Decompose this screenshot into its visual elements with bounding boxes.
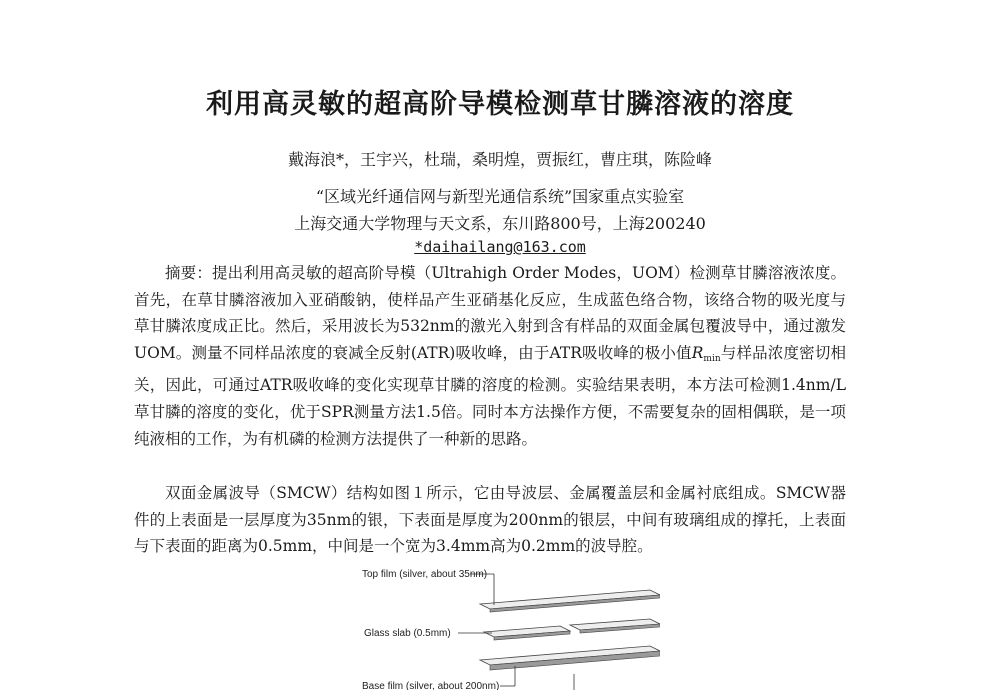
author-email[interactable]: *daihailang@163.com	[414, 238, 586, 256]
label-glass-slab: Glass slab (0.5mm)	[364, 628, 451, 639]
author-list: 戴海浪*，王宇兴，杜瑞，桑明煌，贾振红，曹庄琪，陈险峰	[287, 150, 712, 169]
affiliation-lab: “区域光纤通信网与新型光通信系统”国家重点实验室	[315, 187, 685, 206]
paper-title: 利用高灵敏的超高阶导模检测草甘膦溶液的溶度	[206, 89, 794, 120]
affiliation-address: 上海交通大学物理与天文系，东川路800号，上海200240	[294, 214, 706, 233]
label-base-film: Base film (silver, about 200nm)	[362, 681, 500, 690]
label-top-film: Top film (silver, about 35nm)	[362, 569, 488, 580]
intro-paragraph: 双面金属波导（SMCW）结构如图１所示，它由导波层、金属覆盖层和金属衬底组成。SMCW器件的上表面是一层厚度为35nm的银，下表面是厚度为200nm的银层，中间有玻璃组成的撑托，上表面与下表面的距离为0.5mm，中间是一个宽为3.4mm高为0.2mm的波导腔。	[134, 484, 846, 556]
rmin-symbol: R	[691, 343, 704, 362]
abstract-paragraph	[134, 260, 846, 452]
abstract-text-part2: 与样品浓度密切相关，因此，可通过ATR吸收峰的变化实现草甘膦的溶度的检测。实验结果表明，本方法可检测1.4nm/L草甘膦的溶度的变化，优于SPR测量方法1.5倍。同时本方法操作方便，不需要复杂的固相偶联，是一项纯液相的工作，为有机磷的检测方法提供了一种新的思路。	[134, 343, 846, 448]
waveguide-figure	[360, 560, 660, 690]
abstract-text-part1: 摘要：提出利用高灵敏的超高阶导模（Ultrahigh Order Modes，UOM）检测草甘膦溶液浓度。首先，在草甘膦溶液加入亚硝酸钠，使样品产生亚硝基化反应，生成蓝色络合物，该络合物的吸光度与草甘膦浓度成正比。然后，采用波长为532nm的激光入射到含有样品的双面金属包覆波导中，通过激发UOM。测量不同样品浓度的衰减全反射(ATR)吸收峰，由于ATR吸收峰的极小值	[134, 264, 846, 362]
rmin-subscript: min	[703, 353, 721, 364]
